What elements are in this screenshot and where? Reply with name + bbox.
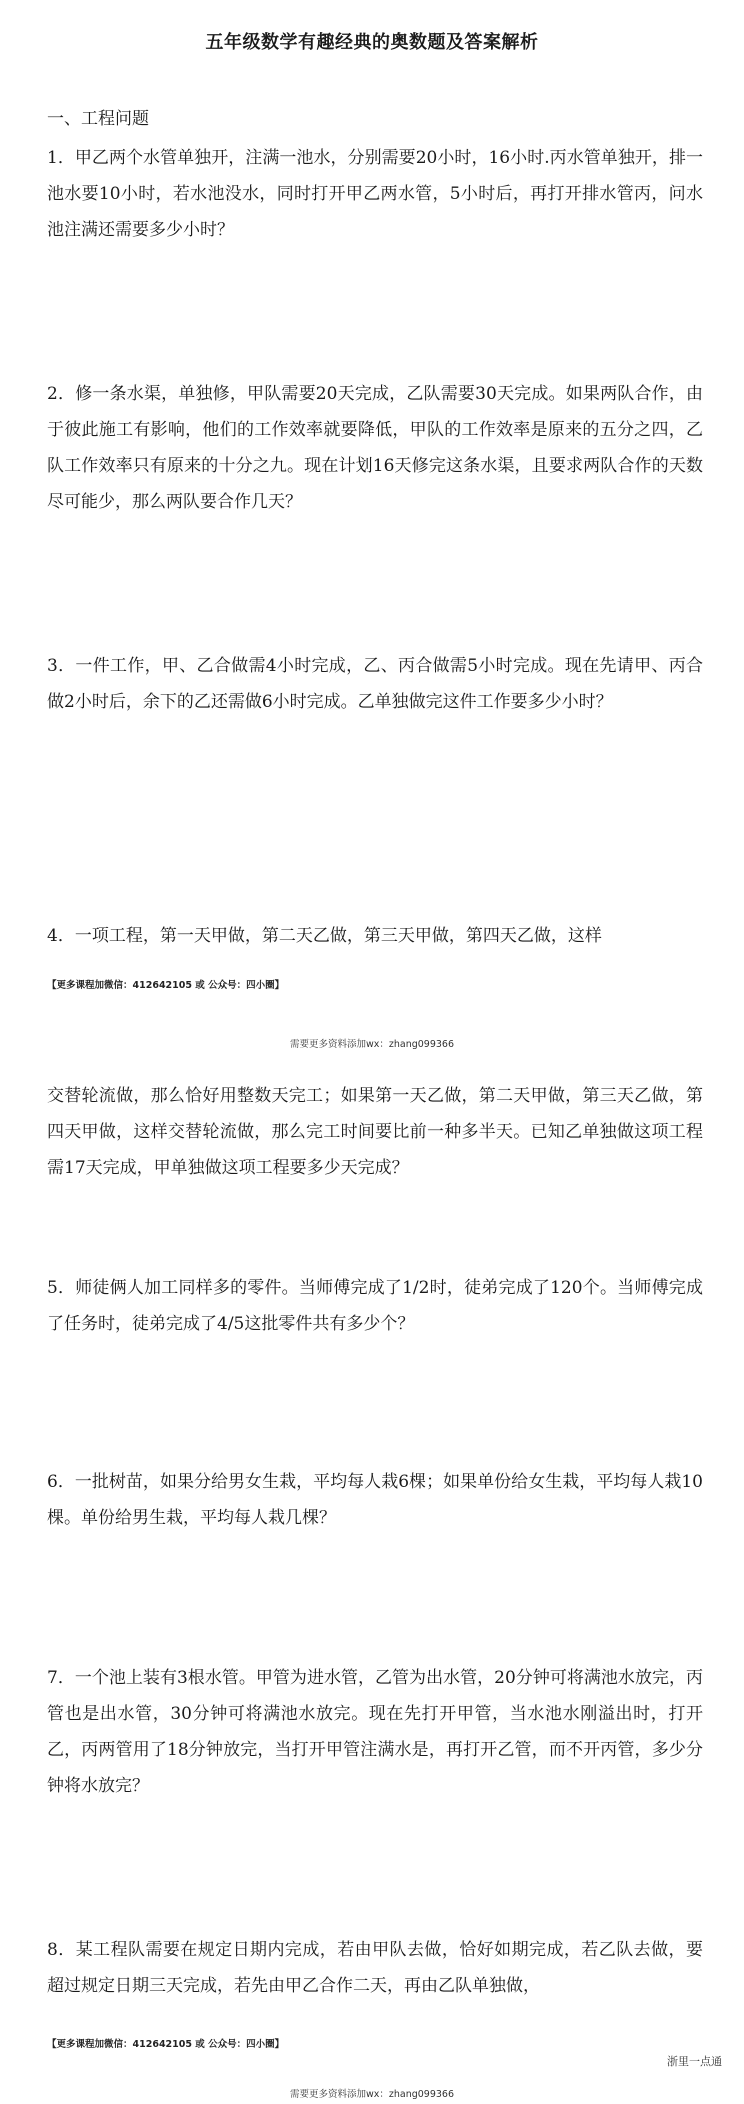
section-heading: 一、工程问题 [47,109,149,129]
document-title: 五年级数学有趣经典的奥数题及答案解析 [205,32,539,53]
footer-contact: 【更多课程加微信：412642105 或 公众号：四小圈】 [47,2039,285,2050]
question-8-start: 8．某工程队需要在规定日期内完成，若由甲队去做，恰好如期完成，若乙队去做，要超过规定日期三天完成，若先由甲乙合作二天，再由乙队单独做， [47,1940,703,1996]
question-4-start: 4．一项工程，第一天甲做，第二天乙做，第三天甲做，第四天乙做，这样 [47,926,602,946]
page-separator [0,1016,744,1028]
corner-mark: 浙里一点通 [667,2055,722,2068]
page-2 [0,1028,744,2104]
question-2: 2．修一条水渠，单独修，甲队需要20天完成，乙队需要30天完成。如果两队合作，由于彼此施工有影响，他们的工作效率就要降低，甲队的工作效率是原来的五分之四，乙队工作效率只有原来的十分之九。现在计划16天修完这条水渠，且要求两队合作的天数尽可能少，那么两队要合作几天？ [47,384,703,512]
question-5: 5．师徒俩人加工同样多的零件。当师傅完成了1/2时，徒弟完成了120个。当师傅完成了任务时，徒弟完成了4/5这批零件共有多少个？ [47,1278,703,1334]
footer-contact: 【更多课程加微信：412642105 或 公众号：四小圈】 [47,980,285,991]
footer-watermark: 需要更多资料添加wx：zhang099366 [289,2089,455,2100]
page-1 [0,0,744,1016]
question-4-continued: 交替轮流做，那么恰好用整数天完工；如果第一天乙做，第二天甲做，第三天乙做，第四天甲做，这样交替轮流做，那么完工时间要比前一种多半天。已知乙单独做这项工程需17天完成，甲单独做这项工程要多少天完成？ [47,1086,703,1178]
question-7: 7．一个池上装有3根水管。甲管为进水管，乙管为出水管，20分钟可将满池水放完，丙管也是出水管，30分钟可将满池水放完。现在先打开甲管，当水池水刚溢出时，打开乙，丙两管用了18分钟放完，当打开甲管注满水是，再打开乙管，而不开丙管，多少分钟将水放完？ [47,1668,703,1796]
question-1: 1．甲乙两个水管单独开，注满一池水，分别需要20小时，16小时.丙水管单独开，排一池水要10小时，若水池没水，同时打开甲乙两水管，5小时后，再打开排水管丙，问水池注满还需要多少小时？ [47,148,703,240]
header-watermark: 需要更多资料添加wx：zhang099366 [289,1039,455,1050]
question-3: 3．一件工作，甲、乙合做需4小时完成，乙、丙合做需5小时完成。现在先请甲、丙合做2小时后，余下的乙还需做6小时完成。乙单独做完这件工作要多少小时？ [47,656,703,712]
question-6: 6．一批树苗，如果分给男女生栽，平均每人栽6棵；如果单份给女生栽，平均每人栽10棵。单份给男生栽，平均每人栽几棵？ [47,1472,703,1528]
